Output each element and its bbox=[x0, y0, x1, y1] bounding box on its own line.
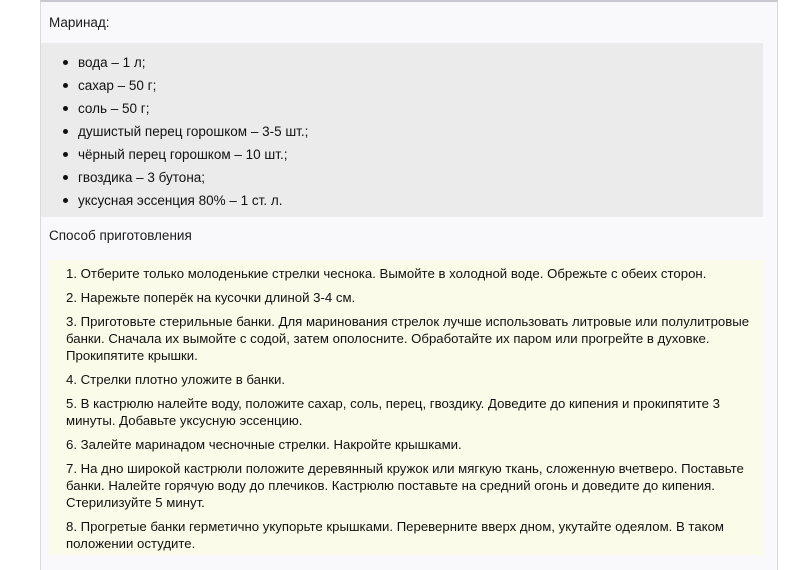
bullet-icon bbox=[63, 83, 68, 88]
step-item: 8. Прогретые банки герметично укупорьте крышками. Переверните вверх дном, укутайте одеялом. В таком положении остудите. bbox=[66, 519, 724, 551]
step-item: 3. Приготовьте стерильные банки. Для маринования стрелок лучше использовать литровые или полулитровые банки. Сначала их вымойте с содой, затем ополосните. Обработайте их паром или прогрейте в духовке. Прокипятите крышки. bbox=[66, 314, 750, 363]
bullet-icon bbox=[63, 175, 68, 180]
ingredient-text: душистый перец горошком – 3-5 шт.; bbox=[78, 124, 309, 139]
ingredient-text: вода – 1 л; bbox=[78, 55, 146, 70]
bullet-icon bbox=[63, 198, 68, 203]
ingredients-list bbox=[41, 43, 763, 217]
ingredient-text: соль – 50 г; bbox=[78, 101, 150, 116]
marinade-heading: Маринад: bbox=[49, 15, 110, 30]
step-item: 2. Нарежьте поперёк на кусочки длиной 3-4 см. bbox=[66, 290, 356, 305]
bullet-icon bbox=[63, 60, 68, 65]
recipe-page bbox=[40, 0, 778, 570]
step-item: 7. На дно широкой кастрюли положите деревянный кружок или мягкую ткань, сложенную вчетверо. Поставьте банки. Налейте горячую воду до плечиков. Кастрюлю поставьте на средний огонь и доведите до кипения. Стерилизуйте 5 минут. bbox=[66, 461, 744, 510]
step-item: 6. Залейте маринадом чесночные стрелки. Накройте крышками. bbox=[66, 437, 462, 452]
bullet-icon bbox=[63, 152, 68, 157]
list-item bbox=[41, 166, 763, 189]
bullet-icon bbox=[63, 106, 68, 111]
list-item bbox=[41, 143, 763, 166]
step-item: 1. Отберите только молоденькие стрелки чеснока. Вымойте в холодной воде. Обрежьте с обеих сторон. bbox=[66, 266, 707, 281]
ingredient-text: чёрный перец горошком – 10 шт.; bbox=[78, 147, 288, 162]
method-heading: Способ приготовления bbox=[49, 228, 192, 243]
ingredient-text: сахар – 50 г; bbox=[78, 78, 157, 93]
step-item: 4. Стрелки плотно уложите в банки. bbox=[66, 372, 286, 387]
list-item bbox=[41, 189, 763, 212]
list-item bbox=[41, 74, 763, 97]
step-item: 5. В кастрюлю налейте воду, положите сахар, соль, перец, гвоздику. Доведите до кипения и прокипятите 3 минуты. Добавьте уксусную эссенцию. bbox=[66, 396, 720, 428]
list-item bbox=[41, 97, 763, 120]
ingredient-text: уксусная эссенция 80% – 1 ст. л. bbox=[78, 193, 283, 208]
bullet-icon bbox=[63, 129, 68, 134]
ingredient-text: гвоздика – 3 бутона; bbox=[78, 170, 206, 185]
list-item bbox=[41, 51, 763, 74]
list-item bbox=[41, 120, 763, 143]
steps-list bbox=[49, 260, 763, 555]
